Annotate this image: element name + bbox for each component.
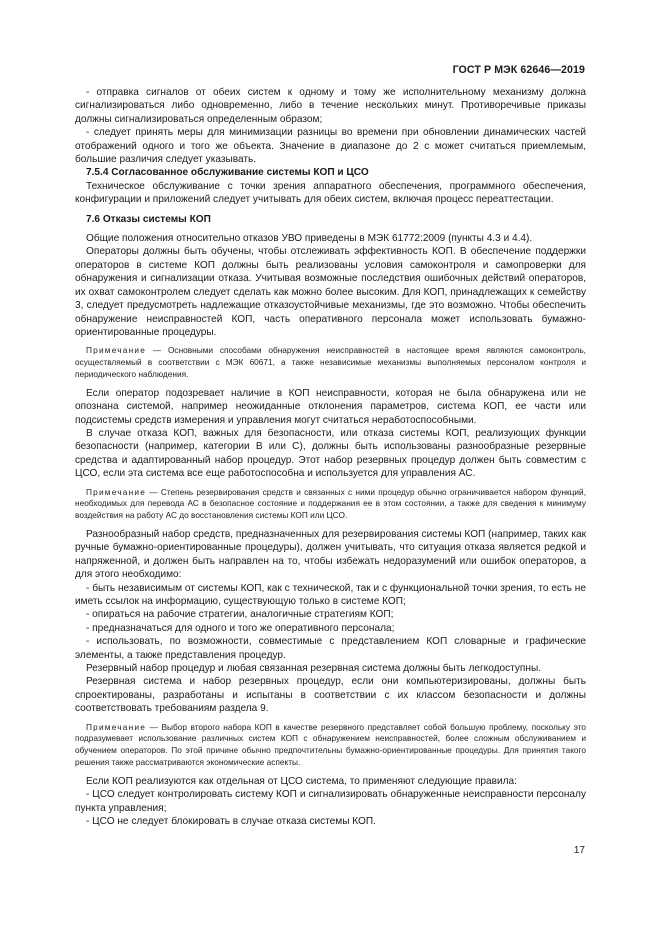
page-number: 17 [573, 845, 585, 856]
intro-item-1: - отправка сигналов от обеих систем к одному и тому же исполнительному механизму должна сигнализироваться либо одновременно, либо в течение нескольких минут. Противоречивые приказы должны сигнализироваться определенным образом; [75, 87, 586, 125]
heading-7-5-4: 7.5.4 Согласованное обслуживание системы КОП и ЦСО [86, 167, 369, 179]
note-2 [75, 487, 586, 522]
note-label: Примечание [86, 486, 147, 497]
list-item: - опираться на рабочие стратегии, аналогичные стратегиям КОП; [86, 609, 394, 621]
intro-item-2: - следует принять меры для минимизации разницы во времени при обновлении динамических частей отображений одного и того же объекта. Значение в диапазоне до 2 с может считаться приемлемым, большие различия следует указывать. [75, 127, 586, 166]
note-text: — Основными способами обнаружения неисправностей в настоящее время являются самоконтроль, осуществляемый в соответствии с МЭК 60671, а также независимые механизмы выполняемых персоналом контроля и периодического наблюдения. [75, 345, 586, 379]
heading-7-6: 7.6 Отказы системы КОП [86, 213, 211, 225]
page-content [75, 86, 586, 828]
para-7-6-2: Операторы должны быть обучены, чтобы отслеживать эффективность КОП. В обеспечение поддержки операторов в системе КОП должны быть реализованы условия самоконтроля и самопроверки для обнаружения и сигнализации отказа. Учитывая возможные последствия ошибочных действий операторов, их охват самоконтролем следует сделать как можно более высоким. Для КОП, принадлежащих к семейству 3, следует предусмотреть надлежащие отказоустойчивые механизмы, где это возможно. Чтобы обеспечить обнаружение неисправностей КОП, часть оперативного персонала может использовать бумажно-ориентированные процедуры. [75, 246, 586, 338]
standard-header: ГОСТ Р МЭК 62646—2019 [452, 64, 585, 76]
list-item: - использовать, по возможности, совместимые с представлением КОП словарные и графические элементы, а также представления процедур. [75, 636, 586, 661]
para-7-6-4: В случае отказа КОП, важных для безопасности, или отказа системы КОП, реализующих функции безопасности (например, категории В или С), должны быть использованы разнообразные резервные средства и адаптированный набор процедур. Этот набор резервных процедур должен быть совместим с ЦСО, если эта система все еще работоспособна и используется для управления АС. [75, 427, 586, 480]
para-7-6-7: Резервная система и набор резервных процедур, если они компьютеризированы, должны быть спроектированы, разработаны и испытаны в соответствии с их классом безопасности и должны соответствовать требованиям раздела 9. [75, 676, 586, 715]
note-text: — Выбор второго набора КОП в качестве резервного представляет собой большую проблему, поскольку это подразумевает использование различных систем КОП с обнаружением неисправностей, более сложным обслуживанием и обучением операторов. По этой причине обычно предпочтительны бумажно-ориентированные процедуры. Для принятия такого решения также рассматриваются экономические аспекты. [75, 721, 586, 768]
list-item: - быть независимым от системы КОП, как с технической, так и с функциональной точки зрения, то есть не иметь ссылок на информацию, существующую только в системе КОП; [75, 582, 586, 607]
note-3 [75, 722, 586, 769]
note-1 [75, 345, 586, 380]
rule-item: - ЦСО следует контролировать систему КОП и сигнализировать обнаруженные неисправности персоналу пункта управления; [75, 789, 586, 814]
para-7-5-4: Техническое обслуживание с точки зрения аппаратного обеспечения, программного обеспечения, конфигурации и приложений следует учитывать для обеих систем, включая процесс переаттестации. [75, 180, 586, 206]
para-7-6-5: Разнообразный набор средств, предназначенных для резервирования системы КОП (например, таких как ручные бумажно-ориентированные процедуры), должен учитывать, что ситуация отказа является редкой и напряженной, и должен быть направлен на то, чтобы избежать недоразумений или ошибок операторов, а для этого необходимо: [75, 528, 586, 581]
para-7-6-8: Если КОП реализуются как отдельная от ЦСО система, то применяют следующие правила: [86, 775, 517, 787]
para-7-6-1: Общие положения относительно отказов УВО приведены в МЭК 61772:2009 (пункты 4.3 и 4.4). [86, 233, 533, 245]
para-7-6-6: Резервный набор процедур и любая связанная резервная система должны быть легкодоступны. [86, 663, 542, 674]
note-text: — Степень резервирования средств и связанных с ними процедур обычно ограничивается набором функций, необходимых для перевода АС в безопасное состояние и поддержания ее в этом состоянии, а также для сведения к минимуму воздействия на работу АС до восстановления системы КОП или ЦСО. [75, 486, 586, 521]
list-item: - предназначаться для одного и того же оперативного персонала; [86, 622, 395, 634]
note-label: Примечание [86, 345, 147, 356]
para-7-6-3: Если оператор подозревает наличие в КОП неисправности, которая не была обнаружена или не опознана системой, например неожиданные отклонения параметров, система КОП, ее части или подсистемы средств измерения и управления могут считаться неработоспособными. [75, 387, 586, 426]
rule-item: - ЦСО не следует блокировать в случае отказа системы КОП. [86, 816, 376, 828]
note-label: Примечание [86, 721, 147, 732]
